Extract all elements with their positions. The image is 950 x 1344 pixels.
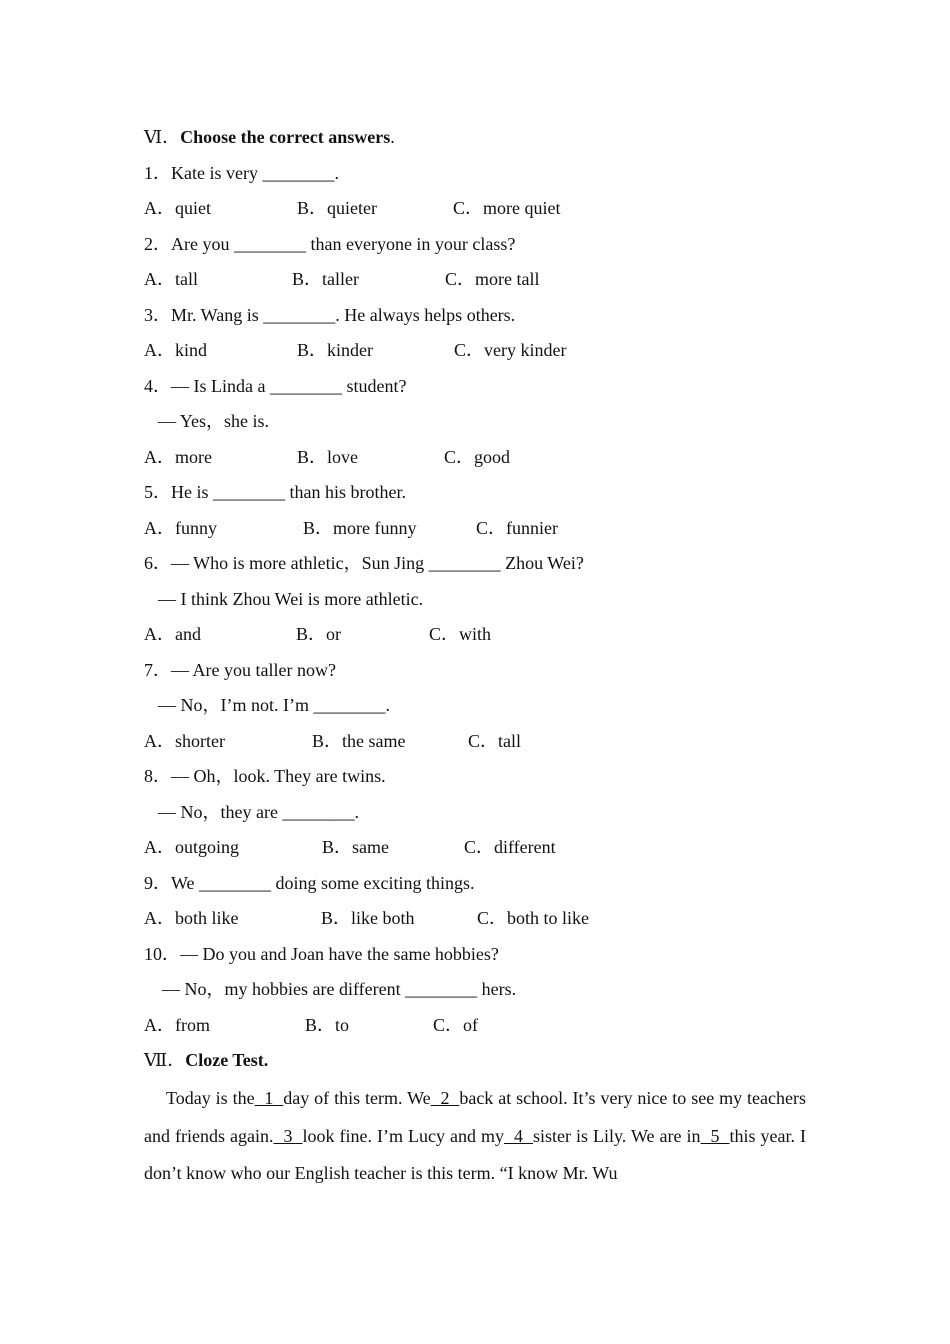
- passage-text: day of this term. We: [283, 1088, 431, 1108]
- option-b: B．same: [322, 837, 389, 857]
- option-a: A．funny: [144, 518, 217, 538]
- cloze-blank-4: 4: [503, 1125, 533, 1146]
- question-10-reply: — No，my hobbies are different ________ hers.: [162, 979, 517, 999]
- option-c: C．both to like: [477, 908, 589, 928]
- option-c: C．funnier: [476, 518, 558, 538]
- option-b: B．taller: [292, 269, 359, 289]
- option-c: C．good: [444, 447, 511, 467]
- cloze-blank-3: 3: [273, 1125, 303, 1146]
- option-c: C．more tall: [445, 269, 540, 289]
- passage-text: sister is Lily. We are in: [532, 1125, 701, 1146]
- question-9-stem: 9．We ________ doing some exciting things.: [144, 873, 475, 893]
- passage-text: Today is the: [166, 1088, 255, 1108]
- cloze-blank-1: 1: [254, 1088, 284, 1108]
- section-6-heading: [144, 126, 395, 148]
- option-a: A．quiet: [144, 198, 211, 218]
- passage-text: look fine. I’m Lucy and my: [302, 1125, 504, 1146]
- option-b: B．like both: [321, 908, 415, 928]
- question-8-reply: — No，they are ________.: [158, 802, 359, 822]
- option-a: A．more: [144, 447, 212, 467]
- option-a: A．kind: [144, 340, 207, 360]
- section-6-number: Ⅵ．: [144, 127, 181, 147]
- question-4-reply: — Yes，she is.: [158, 411, 270, 431]
- option-a: A．both like: [144, 908, 239, 928]
- cloze-blank-5: 5: [700, 1125, 730, 1146]
- question-6-reply: — I think Zhou Wei is more athletic.: [158, 589, 424, 609]
- cloze-passage: [144, 1080, 806, 1193]
- option-a: A．from: [144, 1015, 210, 1035]
- question-1-stem: 1．Kate is very ________.: [144, 163, 339, 183]
- option-c: C．very kinder: [454, 340, 567, 360]
- option-c: C．of: [433, 1015, 478, 1035]
- question-4-stem: 4．— Is Linda a ________ student?: [144, 376, 407, 396]
- option-a: A．and: [144, 624, 201, 644]
- question-3-stem: 3．Mr. Wang is ________. He always helps others.: [144, 305, 516, 325]
- question-10-stem: 10．— Do you and Joan have the same hobbies?: [144, 944, 499, 964]
- question-6-stem: 6．— Who is more athletic，Sun Jing ________ Zhou Wei?: [144, 553, 584, 573]
- option-b: B．more funny: [303, 518, 417, 538]
- section-6-title-end: .: [390, 127, 395, 147]
- section-7-number: Ⅶ．: [144, 1050, 186, 1070]
- question-7-stem: 7．— Are you taller now?: [144, 660, 336, 680]
- option-b: B．or: [296, 624, 341, 644]
- option-b: B．love: [297, 447, 358, 467]
- passage-text: back at school. It’s very nice to see my teachers and friends again.: [144, 1088, 806, 1146]
- option-c: C．tall: [468, 731, 521, 751]
- question-8-stem: 8．— Oh，look. They are twins.: [144, 766, 386, 786]
- section-7-title: Cloze Test.: [185, 1050, 269, 1070]
- option-b: B．the same: [312, 731, 406, 751]
- cloze-blank-2: 2: [430, 1088, 460, 1108]
- option-b: B．kinder: [297, 340, 373, 360]
- option-b: B．to: [305, 1015, 350, 1035]
- option-a: A．outgoing: [144, 837, 240, 857]
- option-c: C．with: [429, 624, 492, 644]
- option-c: C．more quiet: [453, 198, 561, 218]
- passage-text: this year. I don’t know who our English teacher is this term. “I know Mr. Wu: [144, 1125, 807, 1183]
- section-7-heading: [144, 1049, 268, 1071]
- option-b: B．quieter: [297, 198, 377, 218]
- question-2-stem: 2．Are you ________ than everyone in your class?: [144, 234, 516, 254]
- question-7-reply: — No，I’m not. I’m ________.: [158, 695, 390, 715]
- section-6-title: Choose the correct answers: [180, 127, 391, 147]
- question-5-stem: 5．He is ________ than his brother.: [144, 482, 406, 502]
- option-a: A．shorter: [144, 731, 225, 751]
- option-c: C．different: [464, 837, 556, 857]
- option-a: A．tall: [144, 269, 198, 289]
